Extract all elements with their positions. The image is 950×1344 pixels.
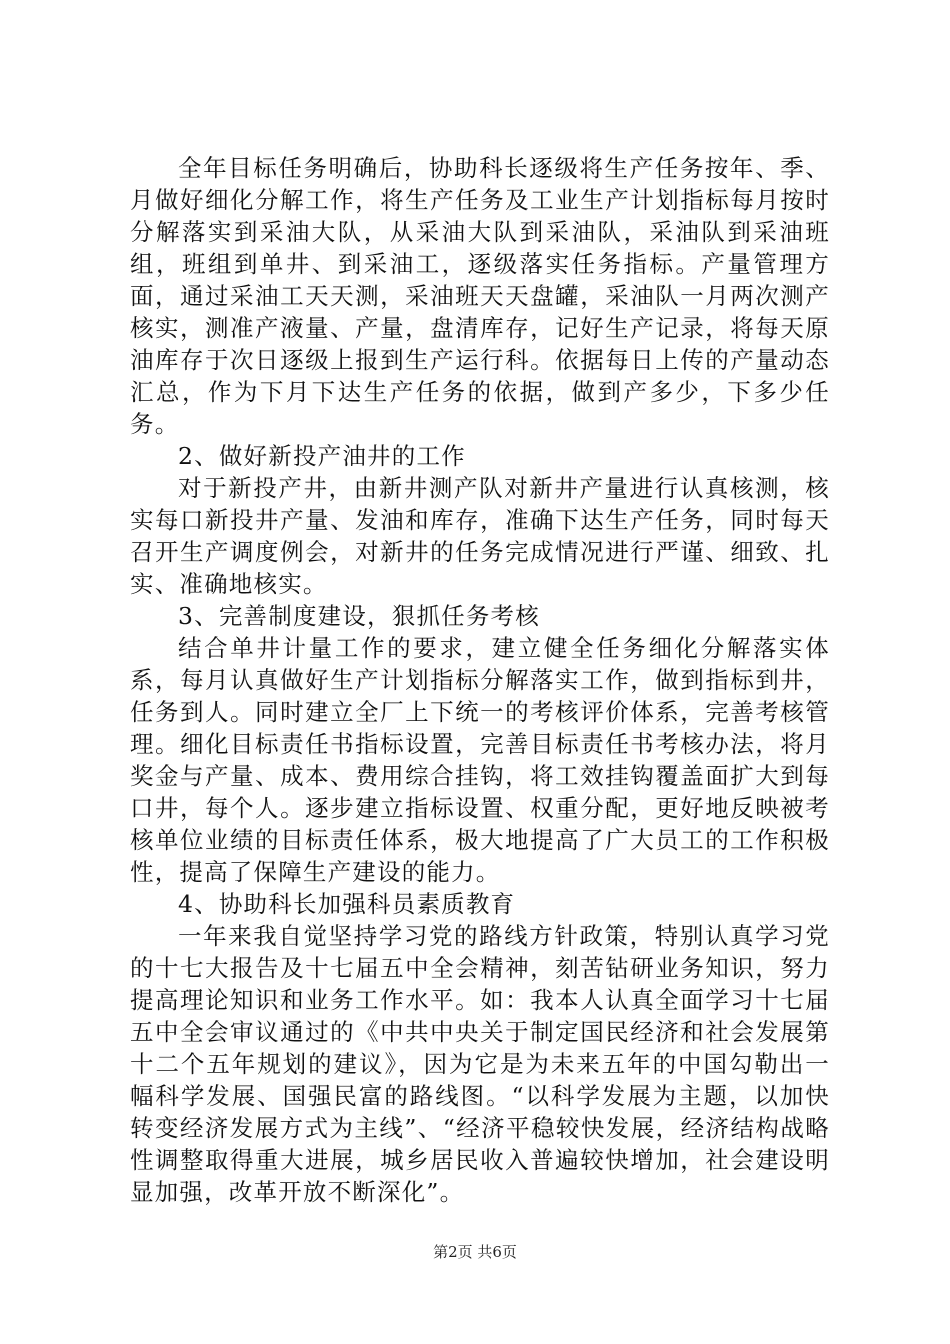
section-heading: 4、协助科长加强科员素质教育	[178, 890, 516, 918]
section-heading: 2、做好新投产油井的工作	[178, 442, 466, 470]
document-body	[130, 152, 830, 1208]
paragraph: 一年来我自觉坚持学习党的路线方针政策，特别认真学习党的十七大报告及十七届五中全会精神，刻苦钻研业务知识，努力提高理论知识和业务工作水平。如：我本人认真全面学习十七届五中全会审议通过的《中共中央关于制定国民经济和社会发展第十二个五年规划的建议》，因为它是为未来五年的中国勾勒出一幅科学发展、国强民富的路线图。“以科学发展为主题，以加快转变经济发展方式为主线”、“经济平稳较快发展，经济结构战略性调整取得重大进展，城乡居民收入普遍较快增加，社会建设明显加强，改革开放不断深化”。	[130, 922, 830, 1206]
paragraph: 对于新投产井，由新井测产队对新井产量进行认真核测，核实每口新投井产量、发油和库存，准确下达生产任务，同时每天召开生产调度例会，对新井的任务完成情况进行严谨、细致、扎实、准确地核实。	[130, 474, 830, 598]
section-heading: 3、完善制度建设，狠抓任务考核	[178, 602, 540, 630]
paragraph: 全年目标任务明确后，协助科长逐级将生产任务按年、季、月做好细化分解工作，将生产任务及工业生产计划指标每月按时分解落实到采油大队，从采油大队到采油队，采油队到采油班组，班组到单井、到采油工，逐级落实任务指标。产量管理方面，通过采油工天天测，采油班天天盘罐，采油队一月两次测产核实，测准产液量、产量，盘清库存，记好生产记录，将每天原油库存于次日逐级上报到生产运行科。依据每日上传的产量动态汇总，作为下月下达生产任务的依据，做到产多少，下多少任务。	[130, 154, 830, 438]
paragraph: 结合单井计量工作的要求，建立健全任务细化分解落实体系，每月认真做好生产计划指标分解落实工作，做到指标到井，任务到人。同时建立全厂上下统一的考核评价体系，完善考核管理。细化目标责任书指标设置，完善目标责任书考核办法，将月奖金与产量、成本、费用综合挂钩，将工效挂钩覆盖面扩大到每口井，每个人。逐步建立指标设置、权重分配，更好地反映被考核单位业绩的目标责任体系，极大地提高了广大员工的工作积极性，提高了保障生产建设的能力。	[130, 634, 830, 886]
page-number-footer: 第2页 共6页	[433, 1243, 517, 1261]
